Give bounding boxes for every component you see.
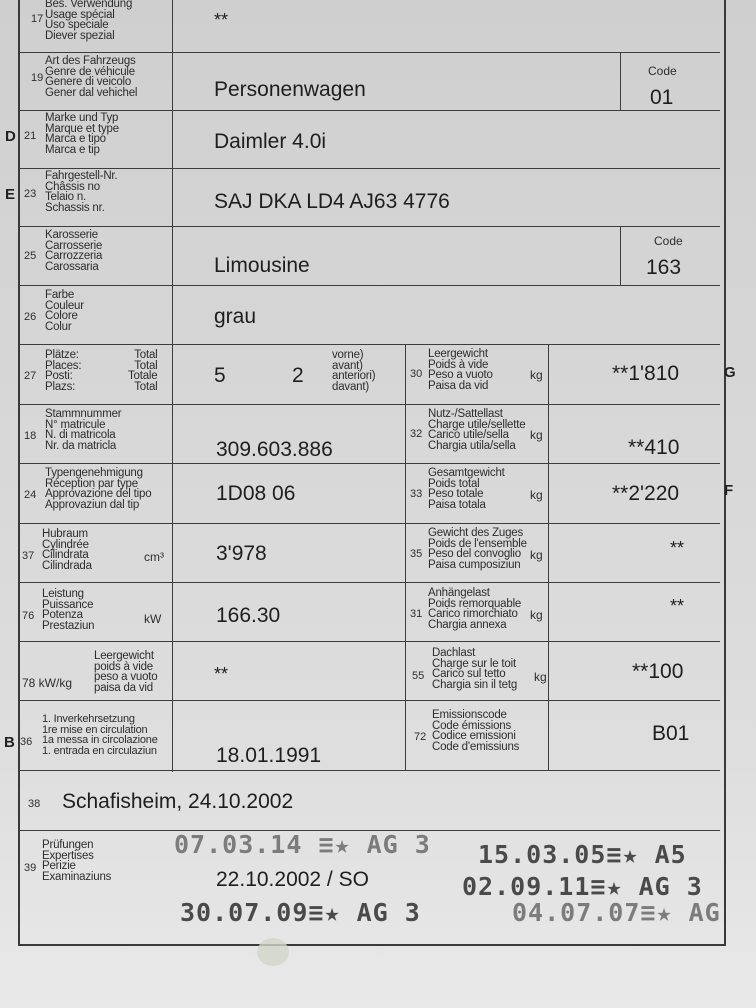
field-label: Places: xyxy=(45,359,82,372)
field-label: Poids à vide xyxy=(428,358,489,371)
field-label: Carico rimorchiato xyxy=(428,608,518,620)
field-label: Carrozzeria xyxy=(45,250,103,262)
row-divider xyxy=(20,641,720,642)
field-label: N° matricule xyxy=(45,418,106,431)
field-label: Genere di veicolo xyxy=(45,76,132,88)
row-divider xyxy=(20,285,720,286)
field-label-block xyxy=(45,113,119,155)
field-label: Nr. da matricla xyxy=(45,439,117,452)
field-label: Hubraum xyxy=(42,528,88,540)
special-use-value: ** xyxy=(214,10,229,30)
middle-column-divider xyxy=(405,344,406,770)
row-divider xyxy=(20,226,720,227)
unit-label: kg xyxy=(530,368,543,382)
field-label: Charge utile/sellette xyxy=(428,418,526,431)
vehicle-type-value: Personenwagen xyxy=(214,78,366,101)
payload-value: **410 xyxy=(628,436,680,459)
field-label: Colur xyxy=(45,320,72,333)
emission-code-value: B01 xyxy=(652,722,690,745)
unit-label: kg xyxy=(530,488,543,502)
field-label: Code d'emissiuns xyxy=(432,740,520,753)
color-value: grau xyxy=(214,305,257,328)
unit-label: kg xyxy=(530,548,543,562)
field-label: Couleur xyxy=(45,299,84,312)
make-model-value: Daimler 4.0i xyxy=(214,130,327,153)
field-label: Examinaziuns xyxy=(42,870,112,883)
field-label: Posti: xyxy=(45,370,73,382)
field-number: 25 xyxy=(24,250,37,262)
unit-label: cm³ xyxy=(144,550,164,564)
unit-label: kW xyxy=(144,612,162,626)
field-label: Leergewicht xyxy=(428,348,488,360)
field-label: paisa da vid xyxy=(94,681,153,694)
row-divider xyxy=(20,168,720,169)
field-label: Carrosserie xyxy=(45,239,103,252)
side-letter: D xyxy=(5,128,16,145)
field-label: Plätze: xyxy=(45,349,79,361)
field-label: Karosserie xyxy=(45,229,98,241)
field-number: 33 xyxy=(410,488,423,500)
field-label: Dachlast xyxy=(432,647,476,659)
code-label: Code xyxy=(654,234,683,248)
train-weight-value: ** xyxy=(670,538,685,558)
field-label: Leistung xyxy=(42,588,84,600)
roof-load-value: **100 xyxy=(632,660,684,683)
right-value-divider xyxy=(548,344,549,770)
field-label: Perizie xyxy=(42,860,76,872)
body-type-value: Limousine xyxy=(214,254,310,277)
field-label: Total xyxy=(134,380,158,393)
field-label: Emissionscode xyxy=(432,709,507,721)
power-weight-value: ** xyxy=(214,664,229,684)
field-number: 35 xyxy=(410,548,423,560)
field-label: Poids de l'ensemble xyxy=(428,537,527,550)
field-label: Plazs: xyxy=(45,380,76,393)
field-label-block xyxy=(428,528,527,570)
seats-total-value: 5 xyxy=(214,364,226,387)
row-divider xyxy=(20,700,720,701)
field-label: Schassis nr. xyxy=(45,201,105,214)
field-label: Peso a vuoto xyxy=(428,369,493,381)
field-label: N. di matricola xyxy=(45,429,116,441)
field-label: Chargia utila/sella xyxy=(428,439,516,452)
field-label: Charge sur le toit xyxy=(432,657,516,670)
field-label: Carico sul tetto xyxy=(432,668,506,680)
field-label: Approvaziun dal tip xyxy=(45,498,140,511)
field-label-block xyxy=(45,230,102,272)
code-label: Code xyxy=(648,64,677,78)
unit-label: kg xyxy=(530,428,543,442)
field-label: Marca e tipo xyxy=(45,133,106,145)
master-number-value: 309.603.886 xyxy=(216,438,333,461)
field-label: Nutz-/Sattellast xyxy=(428,408,503,420)
row-divider xyxy=(20,770,720,771)
field-number: 38 xyxy=(28,798,41,810)
field-label: avant) xyxy=(332,359,363,372)
row-divider xyxy=(20,110,720,111)
seats-front-labels xyxy=(332,350,375,392)
side-letter: B xyxy=(4,734,15,751)
field-label-block xyxy=(45,171,117,213)
field-number: 39 xyxy=(24,862,37,874)
inspection-stamp: 07.03.14 ≡★ AG 3 xyxy=(174,830,431,859)
unit-label: kg xyxy=(530,608,543,622)
inspection-handwritten-value: 22.10.2002 / SO xyxy=(216,868,369,891)
trailer-load-value: ** xyxy=(670,596,685,616)
unit-label: kg xyxy=(534,670,547,684)
field-label: Art des Fahrzeugs xyxy=(45,55,136,67)
field-label: anteriori) xyxy=(332,370,376,382)
field-label-block xyxy=(45,468,151,510)
field-label: Total xyxy=(134,349,158,361)
field-label: Approvazione del tipo xyxy=(45,488,152,500)
field-number: 27 xyxy=(24,370,37,382)
row-divider xyxy=(20,582,720,583)
field-number: 36 xyxy=(20,736,33,748)
field-label: vorne) xyxy=(332,349,364,361)
field-label: davant) xyxy=(332,380,369,393)
field-number: 37 xyxy=(22,550,35,562)
label-column-divider xyxy=(172,0,173,772)
type-approval-value: 1D08 06 xyxy=(216,482,296,505)
field-label-block xyxy=(45,56,137,98)
displacement-value: 3'978 xyxy=(216,542,267,565)
field-label: Châssis no xyxy=(45,180,100,193)
field-label: Fahrgestell-Nr. xyxy=(45,170,118,182)
field-label: Prüfungen xyxy=(42,839,94,851)
field-label: Typengenehmigung xyxy=(45,467,143,479)
field-number: 32 xyxy=(410,428,423,440)
field-label: Puissance xyxy=(42,598,94,611)
field-label: Réception par type xyxy=(45,477,138,490)
field-label: Diever spezial xyxy=(45,29,115,42)
field-label: Stammnummer xyxy=(45,408,122,420)
row-divider xyxy=(20,404,720,405)
field-number: 17 xyxy=(31,13,44,25)
field-number: 31 xyxy=(410,608,423,620)
row-divider xyxy=(20,463,720,464)
field-number: 30 xyxy=(410,368,423,380)
seats-front-value: 2 xyxy=(292,364,304,387)
field-number: 55 xyxy=(412,670,425,682)
field-label: Poids remorquable xyxy=(428,597,522,610)
field-label: Anhängelast xyxy=(428,587,490,599)
field-label: Carico utile/sella xyxy=(428,429,509,441)
field-number: 76 xyxy=(22,610,35,622)
field-label: poids à vide xyxy=(94,660,153,673)
field-number: 24 xyxy=(24,489,37,501)
field-label: Carossaria xyxy=(45,260,99,273)
field-number: 26 xyxy=(24,311,37,323)
field-label: Gesamtgewicht xyxy=(428,467,505,479)
field-label: Cilindrada xyxy=(42,559,92,572)
field-label-block xyxy=(428,468,505,510)
field-label: Colore xyxy=(45,310,78,322)
field-label: 1a messa in circolazione xyxy=(42,734,158,746)
inspection-stamp: 02.09.11≡★ AG 3 xyxy=(462,872,703,901)
field-label: Farbe xyxy=(45,289,75,301)
seats-label-block xyxy=(45,350,81,392)
field-label: Marque et type xyxy=(45,122,119,135)
field-label-block xyxy=(432,710,519,752)
side-letter: E xyxy=(5,186,16,203)
field-label: 1. Inverkehrsetzung xyxy=(42,713,135,725)
field-label: Peso totale xyxy=(428,488,484,500)
field-label-block xyxy=(94,651,157,693)
field-label: Codice emissioni xyxy=(432,730,516,742)
field-label: Leergewicht xyxy=(94,650,154,662)
field-label: Genre de véhicule xyxy=(45,65,135,78)
field-label-block xyxy=(42,714,158,756)
side-letter: G xyxy=(724,364,736,381)
field-label: Potenza xyxy=(42,609,83,621)
field-label-block xyxy=(428,588,521,630)
row-divider xyxy=(20,344,720,345)
seats-total-labels xyxy=(128,350,158,392)
field-number: 21 xyxy=(24,130,37,142)
field-label-block xyxy=(428,409,525,451)
code-column-divider xyxy=(620,52,621,110)
field-label: Bes. Verwendung xyxy=(45,0,133,10)
first-registration-value: 18.01.1991 xyxy=(216,744,322,767)
field-label: Gener dal vehichel xyxy=(45,86,138,99)
field-label: 1re mise en circulation xyxy=(42,723,148,736)
inspection-stamp: 15.03.05≡★ A5 xyxy=(478,840,687,869)
field-label: Cylindrée xyxy=(42,538,89,551)
field-label: Prestaziun xyxy=(42,619,95,632)
punch-hole-mark xyxy=(257,938,289,966)
field-label: Marke und Typ xyxy=(45,112,119,124)
field-label: Totale xyxy=(128,370,158,382)
field-number: 72 xyxy=(414,731,427,743)
field-label-block xyxy=(428,349,493,391)
field-label-block xyxy=(45,409,121,451)
field-label: Total xyxy=(134,359,158,372)
field-label: Chargia annexa xyxy=(428,618,507,631)
power-value: 166.30 xyxy=(216,604,281,627)
field-label: Uso speciale xyxy=(45,19,109,31)
field-label: Telaio n. xyxy=(45,191,87,203)
row-divider xyxy=(20,52,720,53)
field-label: Paisa cumposiziun xyxy=(428,558,521,571)
field-label: Code émissions xyxy=(432,719,512,732)
field-label-block xyxy=(432,648,517,690)
code-column-divider xyxy=(620,226,621,285)
field-label: Gewicht des Zuges xyxy=(428,527,524,539)
inspection-stamp: 30.07.09≡★ AG 3 xyxy=(180,898,421,927)
inspection-stamp: 04.07.07≡★ AG xyxy=(512,898,721,927)
field-label: Marca e tip xyxy=(45,143,100,156)
field-label: Usage spécial xyxy=(45,8,115,21)
total-weight-value: **2'220 xyxy=(612,482,680,505)
row-divider xyxy=(20,523,720,524)
field-label: Chargia sin il tetg xyxy=(432,678,518,691)
field-label-block xyxy=(42,589,94,631)
side-letter: F xyxy=(724,482,734,499)
field-label-block xyxy=(45,0,132,41)
field-number: 78 kW/kg xyxy=(22,676,73,690)
field-number: 23 xyxy=(24,188,37,200)
field-number: 18 xyxy=(24,430,37,442)
field-label: Paisa da vid xyxy=(428,379,489,392)
empty-weight-value: **1'810 xyxy=(612,362,680,385)
chassis-number-value: SAJ DKA LD4 AJ63 4776 xyxy=(214,190,450,213)
field-number: 19 xyxy=(31,72,44,84)
field-label: Expertises xyxy=(42,849,94,862)
field-label: Cilindrata xyxy=(42,549,89,561)
inspections-label-block xyxy=(42,840,111,882)
field-label-block xyxy=(42,529,92,571)
body-type-code: 163 xyxy=(646,256,682,279)
field-label: Paisa totala xyxy=(428,498,486,511)
field-label-block xyxy=(45,290,84,332)
field-label: peso a vuoto xyxy=(94,671,158,683)
field-label: Poids total xyxy=(428,477,480,490)
field-label: Peso del convoglio xyxy=(428,548,521,560)
issue-place-date-value: Schafisheim, 24.10.2002 xyxy=(62,790,294,813)
field-label: 1. entrada en circulaziun xyxy=(42,744,157,757)
vehicle-type-code: 01 xyxy=(650,86,674,109)
